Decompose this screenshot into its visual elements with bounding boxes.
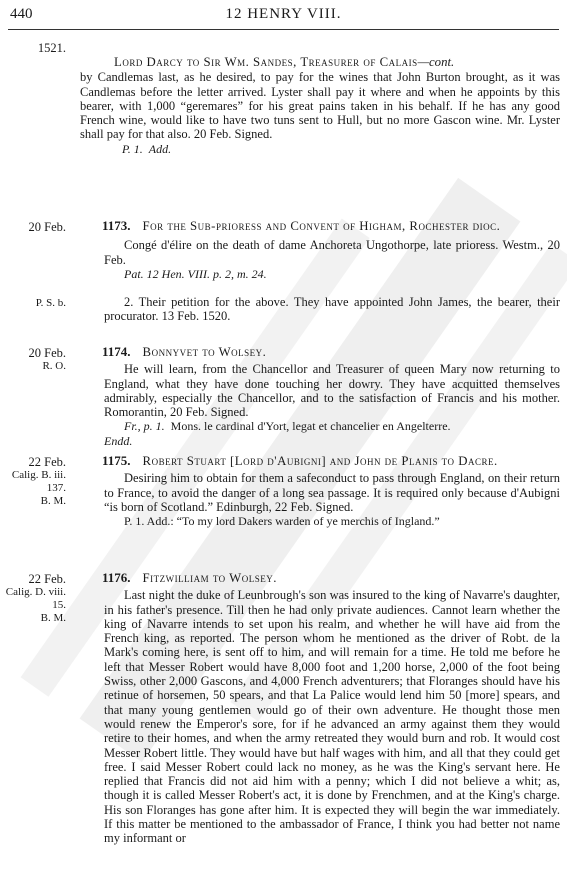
side-1173: 20 Feb. xyxy=(28,220,66,234)
entry-title: 1175. Robert Stuart [Lord d'Aubigni] and John de Planis to Dacre. xyxy=(102,453,498,468)
side-1174: 20 Feb. R. O. xyxy=(28,346,66,372)
entry-reference: Pat. 12 Hen. VIII. p. 2, m. 24. xyxy=(124,266,267,281)
entry-title: 1176. Fitzwilliam to Wolsey. xyxy=(102,570,277,585)
entry-body: Last night the duke of Leunbrough's son was insured to the king of Navarre's daughter, in his father's presence. Till then he had only private audiences. Cannot learn whether the king of Navarre intends to set upon his realm, and whether he will have aid from the French king, as reported. The person whom he mentioned as the driver of Robt. de la Mark's coming here, is sent off to him, and will remain for a time. He told me before he left that Messer Robert would have 8,000 foot and 1,200 horse, 2,000 of the foot being Swiss, other 2,000 Gascons, and 4,000 French adventurers; that Floranges should have his retinue of horsemen, 50 spears, and that La Palice would lend him 50 [more] spears, and that many young gentlemen would go of their own adventure. He thought those men would renew the Emperor's sore, for if he advanced an army against them they would retire to their homes, and when the army retreated they would burn and rob. It would cost Messer Robert little. They would have but half wages with him, and all that they could get free. I said Messer Robert could lack no money, as he was the King's servant here. He replied that Francis did not aid him with a penny; which I did not believe a whit; as, though it is called Messer Robert's act, it is done by Frenchmen, and at the King's charge. His son Floranges has gone after him. It is expected they will begin the war immediately. If this matter be mentioned to the ambassador of France, I think you had better not name my informant or xyxy=(104,588,560,846)
side-1176: 22 Feb. Calig. D. viii. 15. B. M. xyxy=(5,572,66,624)
entry-title: Lord Darcy to Sir Wm. Sandes, Treasurer of Calais—cont. xyxy=(114,55,455,69)
entry-reference: P. 1. Add.: “To my lord Dakers warden of ye merchis of Ingland.” xyxy=(124,514,440,529)
entry-body: Desiring him to obtain for them a safeconduct to pass through England, on their return to France, to avoid the danger of a long sea passage. It is required only because d'Aubigni “is born of Scotland.” Edinburgh, 22 Feb. Signed. xyxy=(104,471,560,514)
entry-1173-part2: 2. Their petition for the above. They have appointed John James, the bearer, their procurator. 13 Feb. 1520. xyxy=(104,295,560,324)
entry-reference: P. 1. Add. xyxy=(122,141,172,156)
side-year: 1521. xyxy=(37,41,66,55)
entry-body: He will learn, from the Chancellor and Treasurer of queen Mary now returning to England, what they have done touching her dowry. They have acquitted themselves admirably, especially the Chancellor, and to the satisfaction of Francis and his mother. Romorantin, 20 Feb. Signed. xyxy=(104,362,560,420)
entry-body: Congé d'élire on the death of dame Anchoreta Ungothorpe, late prioress. Westm., 20 Feb. xyxy=(104,238,560,267)
running-title: 12 HENRY VIII. xyxy=(225,6,342,22)
side-1175: 22 Feb. Calig. B. iii. 137. B. M. xyxy=(11,455,66,507)
page-header xyxy=(10,6,557,26)
entry-title: 1174. Bonnyvet to Wolsey. xyxy=(102,344,267,359)
header-rule xyxy=(8,29,559,30)
entry-1174: 1174. Bonnyvet to Wolsey. He will learn, from the Chancellor and Treasurer of queen Mary now returning to England, what they have done touching her dowry. They have acquitted themselves admirably, especially the Chancellor, and to the satisfaction of Francis and his mother. Romorantin, 20 Feb. Signed. Fr., p. 1. Mons. le cardinal d'Yort, legat et chancelier en Angelterre. Endd. xyxy=(102,344,560,448)
entry-continued xyxy=(80,55,560,156)
page-number: 440 xyxy=(10,6,33,22)
side-1173-2: P. S. b. xyxy=(35,297,66,309)
entry-1173 xyxy=(104,219,560,281)
entry-title: 1173. For the Sub-prioress and Convent of Higham, Rochester dioc. xyxy=(102,218,501,233)
entry-reference: Fr., p. 1. Mons. le cardinal d'Yort, legat et chancelier en Angelterre. xyxy=(124,419,451,434)
entry-1175 xyxy=(104,454,560,528)
entry-1176 xyxy=(104,571,560,846)
entry-body: by Candlemas last, as he desired, to pay for the wines that John Burton brought, as it was Candlemas before the letter arrived. Lyster shall pay it where and when he appoints by this bearer, with 1,000 “geremares” for his great pains taken in his behalf. If he has any good French wine, would like to have two tuns sent to Hull, but no more Gascon wine. Mr. Lyster shall pay for that also. 20 Feb. Signed. xyxy=(80,70,560,142)
